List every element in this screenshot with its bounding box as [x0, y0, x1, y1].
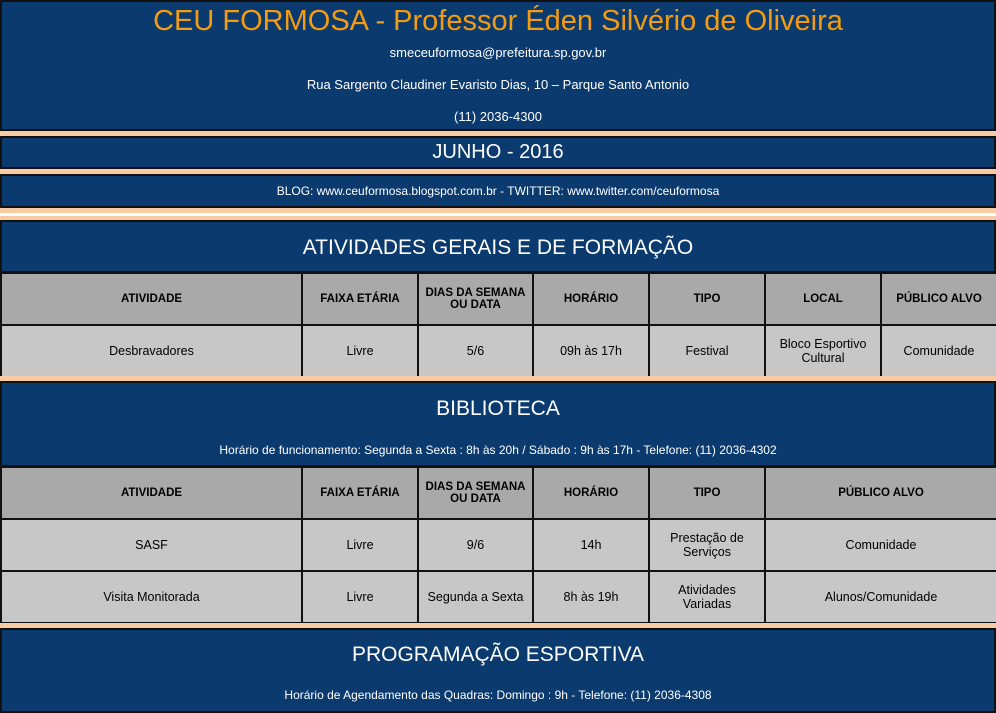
cell-atividade: SASF: [1, 519, 302, 571]
month-label: JUNHO - 2016: [432, 141, 564, 163]
column-header: LOCAL: [765, 273, 881, 325]
contact-phone: (11) 2036-4300: [454, 109, 542, 124]
esportiva-hours: Horário de Agendamento das Quadras: Domingo : 9h - Telefone: (11) 2036-4308: [284, 688, 712, 702]
page-title: CEU FORMOSA - Professor Éden Silvério de Oliveira: [153, 5, 843, 37]
contact-email: smeceuformosa@prefeitura.sp.gov.br: [389, 45, 607, 60]
biblioteca-hours: Horário de funcionamento: Segunda a Sexta : 8h às 20h / Sábado : 9h às 17h - Telefone: (11) 2036-4302: [219, 443, 777, 457]
cell-tipo: Prestação de Serviços: [649, 519, 765, 571]
table-row: [1, 571, 996, 623]
cell-publico: Comunidade: [765, 519, 996, 571]
column-header: PÚBLICO ALVO: [881, 273, 996, 325]
column-header: DIAS DA SEMANA OU DATA: [418, 273, 533, 325]
cell-horario: 8h às 19h: [533, 571, 649, 623]
section-title-gerais: ATIVIDADES GERAIS E DE FORMAÇÃO: [302, 236, 694, 259]
column-header: ATIVIDADE: [1, 467, 302, 519]
column-header: FAIXA ETÁRIA: [302, 273, 418, 325]
column-header: HORÁRIO: [533, 273, 649, 325]
section-header-gerais: [0, 220, 996, 273]
cell-publico: Alunos/Comunidade: [765, 571, 996, 623]
links-bar: [0, 174, 996, 208]
cell-horario: 09h às 17h: [533, 325, 649, 377]
cell-dias: Segunda a Sexta: [418, 571, 533, 623]
section-header-biblioteca: [0, 381, 996, 467]
cell-dias: 5/6: [418, 325, 533, 377]
column-header: FAIXA ETÁRIA: [302, 467, 418, 519]
column-header: HORÁRIO: [533, 467, 649, 519]
cell-atividade: Visita Monitorada: [1, 571, 302, 623]
section-header-esportiva: [0, 628, 996, 713]
table-biblioteca: [0, 466, 996, 624]
cell-faixa: Livre: [302, 325, 418, 377]
table-row: [1, 519, 996, 571]
cell-dias: 9/6: [418, 519, 533, 571]
cell-tipo: Festival: [649, 325, 765, 377]
social-links: BLOG: www.ceuformosa.blogspot.com.br - TWITTER: www.twitter.com/ceuformosa: [276, 184, 720, 198]
section-title-biblioteca: BIBLIOTECA: [436, 397, 560, 420]
column-header: TIPO: [649, 273, 765, 325]
section-title-esportiva: PROGRAMAÇÃO ESPORTIVA: [351, 643, 645, 666]
table-row: [1, 325, 996, 377]
column-header: PÚBLICO ALVO: [765, 467, 996, 519]
cell-publico: Comunidade: [881, 325, 996, 377]
table-gerais: [0, 272, 996, 378]
cell-horario: 14h: [533, 519, 649, 571]
cell-local: Bloco Esportivo Cultural: [765, 325, 881, 377]
column-header: TIPO: [649, 467, 765, 519]
column-header: ATIVIDADE: [1, 273, 302, 325]
cell-atividade: Desbravadores: [1, 325, 302, 377]
contact-address: Rua Sargento Claudiner Evaristo Dias, 10 – Parque Santo Antonio: [306, 77, 690, 92]
cell-tipo: Atividades Variadas: [649, 571, 765, 623]
divider: [0, 208, 996, 213]
cell-faixa: Livre: [302, 571, 418, 623]
column-header: DIAS DA SEMANA OU DATA: [418, 467, 533, 519]
cell-faixa: Livre: [302, 519, 418, 571]
header-block: [0, 0, 996, 131]
month-banner: [0, 136, 996, 169]
